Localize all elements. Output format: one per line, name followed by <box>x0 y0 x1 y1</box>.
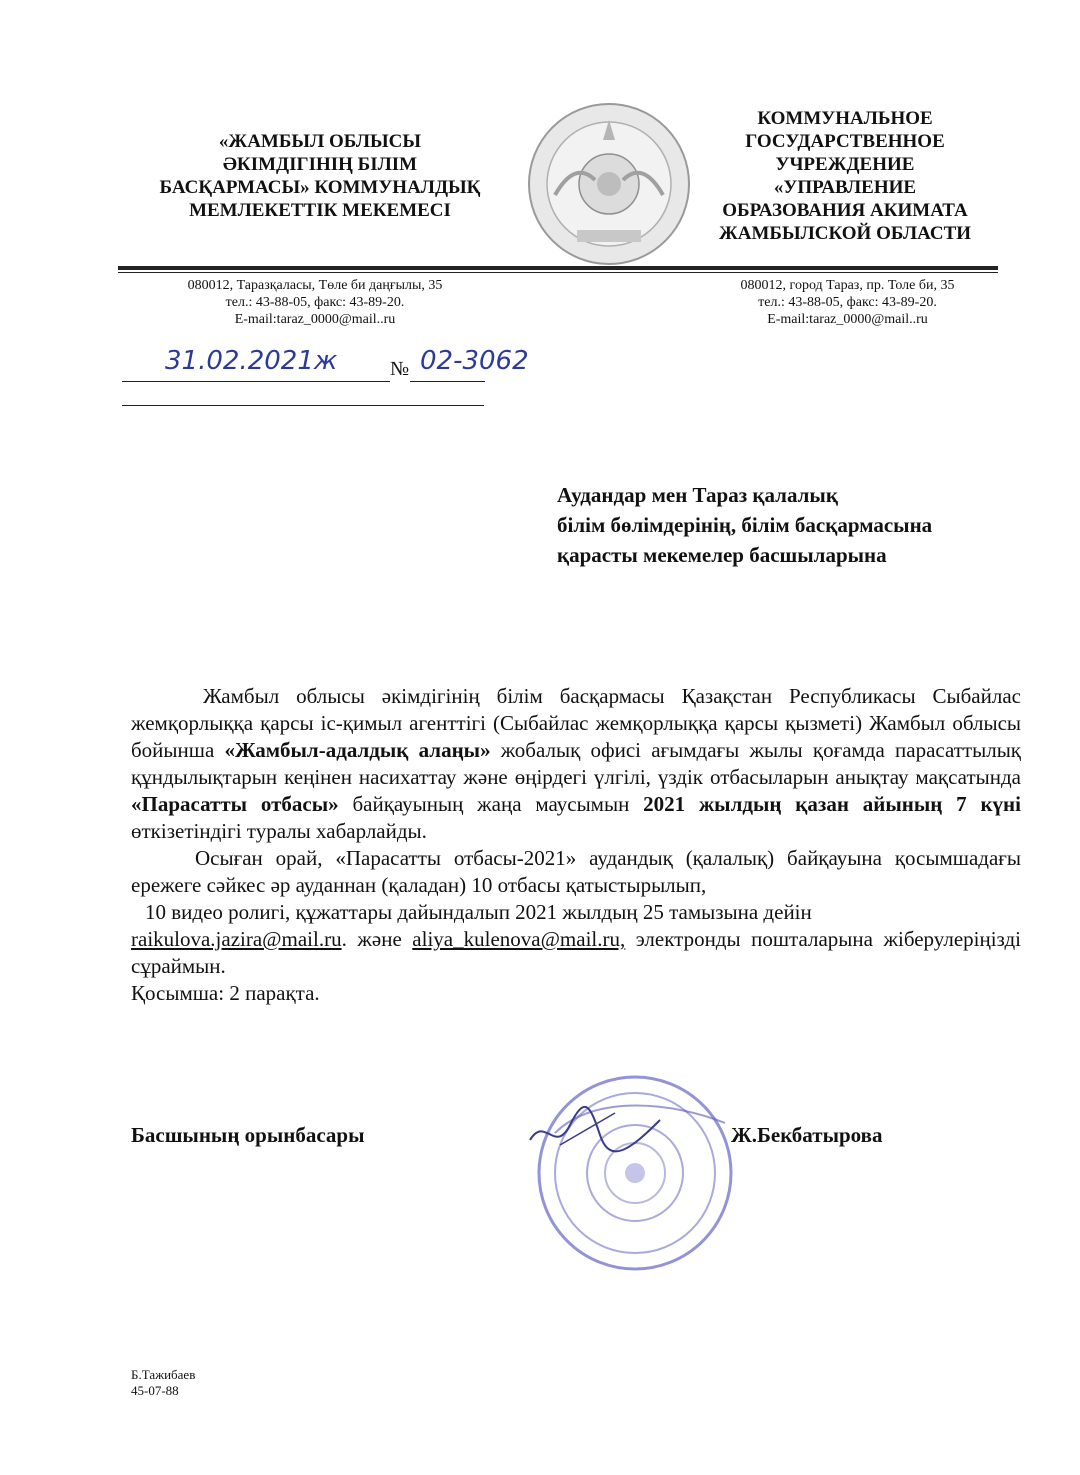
reference-number-line <box>410 381 485 382</box>
email-link-2[interactable]: aliya_kulenova@mail.ru, <box>412 927 626 951</box>
body-text: өткізетіндігі туралы хабарлайды. <box>131 819 427 843</box>
reference-number: 02-3062 <box>420 346 529 376</box>
header-right-russian <box>690 107 1000 245</box>
executor-name: Б.Тажибаев <box>131 1367 196 1382</box>
address-right-line: 080012, город Тараз, пр. Толе би, 35 <box>740 278 955 293</box>
body-text: 10 видео ролигі, құжаттары дайындалып 2021 жылдың 25 тамызына дейін <box>145 900 812 924</box>
recipient-line: Аудандар мен Тараз қалалық <box>557 483 838 507</box>
address-right <box>695 277 1000 328</box>
address-right-line: тел.: 43-88-05, факс: 43-89-20. <box>758 295 937 310</box>
header-left-kazakh <box>120 130 520 222</box>
signature-handwriting-icon <box>520 1095 670 1165</box>
contest-date: 2021 жылдың қазан айының 7 күні <box>643 792 1021 816</box>
reference-date: 31.02.2021ж <box>165 346 338 376</box>
body-text: жобалық офисі ағымдағы жылы қоғамда парасаттылық құндылықтарын кеңінен насихаттау және өңірдегі үлгілі, үздік отбасыларын анықтау мақсатында <box>131 738 1022 789</box>
body-text: байқауының жаңа маусымын <box>338 792 644 816</box>
project-name: «Жамбыл-адалдық алаңы» <box>224 738 491 762</box>
body-paragraph-1 <box>131 683 1021 845</box>
executor-block <box>131 1367 195 1399</box>
body-paragraph-2 <box>131 845 1021 899</box>
header-right-line: ГОСУДАРСТВЕННОЕ <box>745 131 945 152</box>
header-left-line: МЕМЛЕКЕТТІК МЕКЕМЕСІ <box>189 200 451 221</box>
address-left <box>130 277 500 328</box>
address-left-line: E-mail:taraz_0000@mail..ru <box>234 312 396 327</box>
header-left-line: «ЖАМБЫЛ ОБЛЫСЫ <box>218 131 422 152</box>
contest-name: «Парасатты отбасы» <box>131 792 339 816</box>
reference-second-line <box>122 405 484 406</box>
recipient-line: білім бөлімдерінің, білім басқармасына <box>557 513 933 537</box>
executor-phone: 45-07-88 <box>131 1383 179 1398</box>
header-left-line: БАСҚАРМАСЫ» КОММУНАЛДЫҚ <box>159 177 481 198</box>
body-text: Осыған орай, «Парасатты отбасы-2021» аудандық (қалалық) байқауына қосымшадағы ережеге сәйкес әр ауданнан (қаладан) 10 отбасы қатыстырылып, <box>131 846 1021 897</box>
address-right-line: E-mail:taraz_0000@mail..ru <box>767 312 928 327</box>
state-emblem-icon <box>525 100 693 268</box>
header-rule-thick <box>118 266 998 270</box>
address-left-line: 080012, Таразқаласы, Төле би даңғылы, 35 <box>187 278 443 293</box>
header-left-line: ӘКІМДІГІНІҢ БІЛІМ <box>222 154 418 175</box>
attachment-note: Қосымша: 2 парақта. <box>131 981 320 1005</box>
body-text: электронды пошталарына жіберулеріңізді сұраймын. <box>131 927 1021 978</box>
reference-date-line <box>122 381 390 382</box>
body-text: . және <box>341 927 413 951</box>
body-text: Жамбыл облысы әкімдігінің білім басқармасы Қазақстан Республикасы Сыбайлас жемқорлыққа қарсы іс-қимыл агенттігі (Сыбайлас жемқорлыққа қарсы қызметі) Жамбыл облысы бойынша <box>131 684 1021 762</box>
letter-body <box>131 683 1021 1007</box>
recipient-line: қарасты мекемелер басшыларына <box>557 543 887 567</box>
email-link-1[interactable]: raikulova.jazira@mail.ru <box>131 927 342 951</box>
header-right-line: ОБРАЗОВАНИЯ АКИМАТА <box>722 200 968 221</box>
header-rule-thin <box>118 272 998 273</box>
body-paragraph-2-emails <box>131 926 1021 980</box>
recipient-block <box>557 480 1027 570</box>
header-right-line: УЧРЕЖДЕНИЕ <box>775 154 915 175</box>
reference-number-sign: № <box>390 358 410 380</box>
header-right-line: ЖАМБЫЛСКОЙ ОБЛАСТИ <box>718 223 972 244</box>
header-right-line: КОММУНАЛЬНОЕ <box>757 108 933 129</box>
signer-name: Ж.Бекбатырова <box>731 1123 883 1147</box>
body-paragraph-2-cont <box>131 899 1021 926</box>
signer-position: Басшының орынбасары <box>131 1123 365 1147</box>
header-right-line: «УПРАВЛЕНИЕ <box>773 177 917 198</box>
address-left-line: тел.: 43-88-05, факс: 43-89-20. <box>225 295 405 310</box>
